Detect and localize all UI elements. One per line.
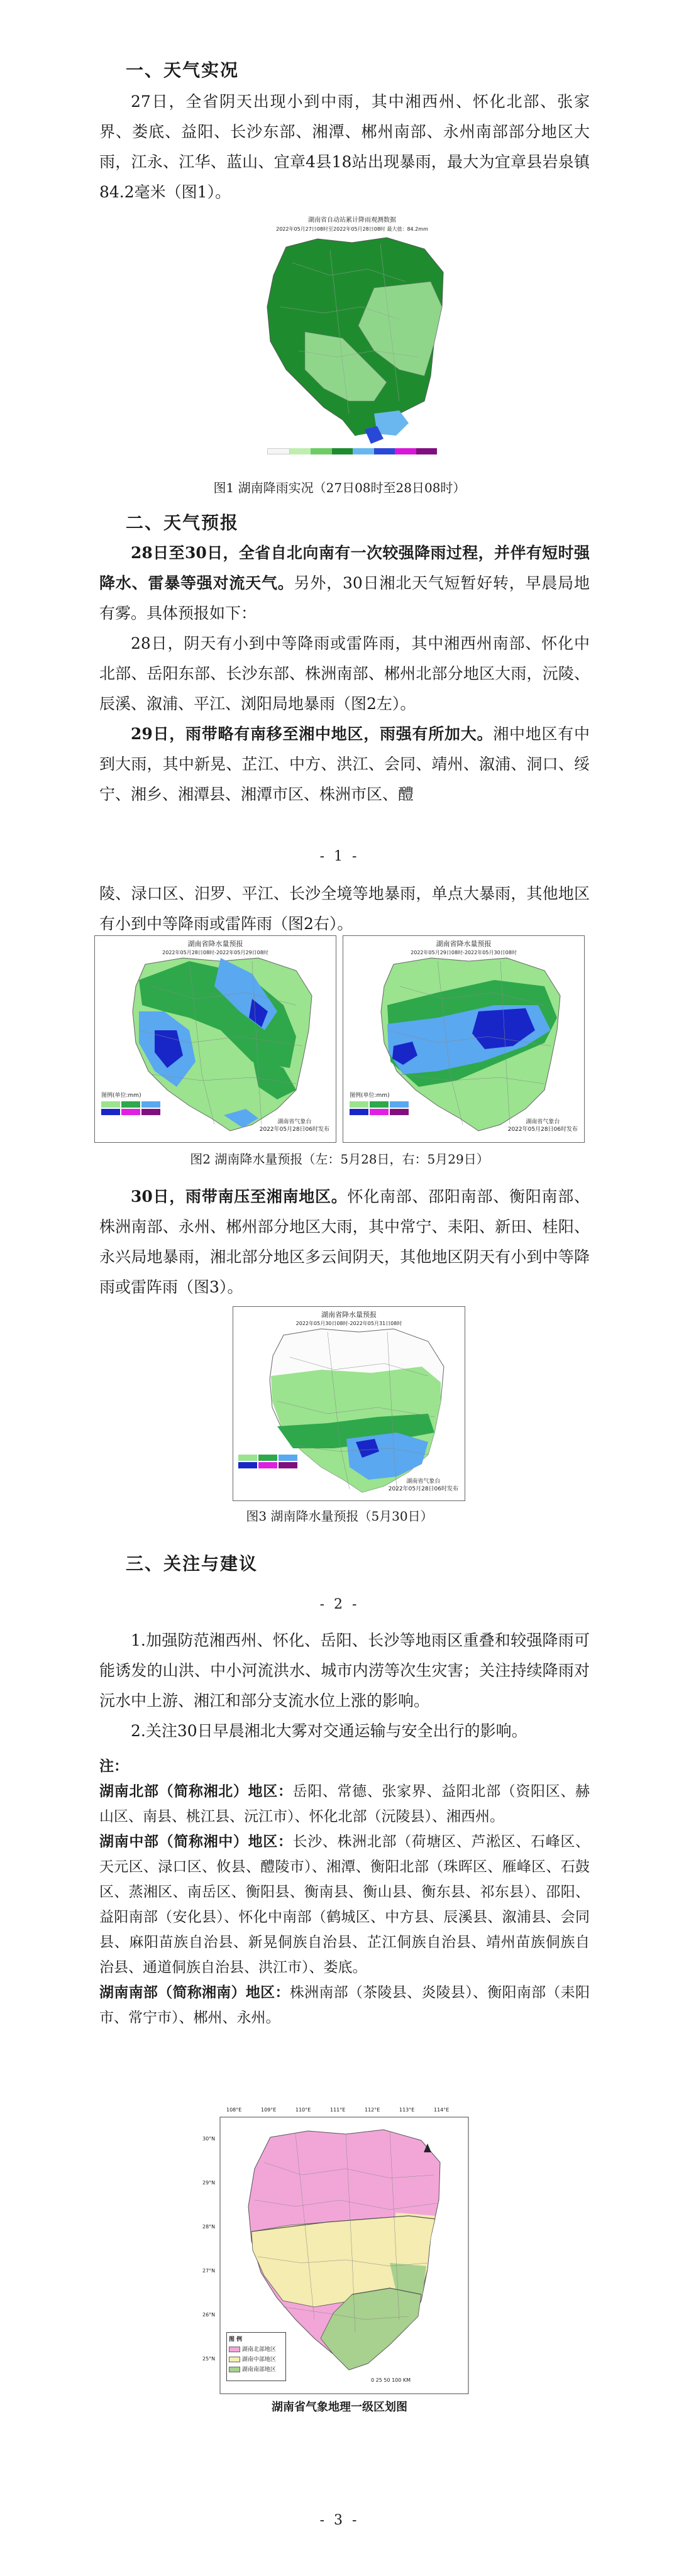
page-number-3: - 3 -: [319, 2513, 360, 2528]
section-heading-observation: 一、天气实况: [126, 60, 240, 80]
note-middle: 湖南中部（简称湘中）地区：长沙、株洲北部（荷塘区、芦淞区、石峰区、天元区、渌口区、攸县、醴陵市）、湘潭、衡阳北部（珠晖区、雁峰区、石鼓区、蒸湘区、南岳区、衡阳县、衡南县、衡山县、衡东县、祁东县）、邵阳、益阳南部（安化县）、怀化中南部（鹤城区、中方县、辰溪县、溆浦县、会同县、麻阳苗族自治县、新晃侗族自治县、芷江侗族自治县、靖州苗族侗族自治县、通道侗族自治县、洪江市）、娄底。: [99, 1833, 590, 1976]
figure1-color-legend: [267, 448, 437, 454]
figure4-caption: 湖南省气象地理一级区划图: [272, 2401, 407, 2414]
figure3-legend: [238, 1455, 307, 1468]
figure4-legend: 图 例 湖南北部地区 湖南中部地区 湖南南部地区: [226, 2332, 286, 2381]
forecast-paragraph-overview: [99, 538, 590, 629]
figure2-left-forecast-map: [94, 935, 336, 1143]
figure3-forecast-map: [233, 1306, 465, 1501]
figure2-right-legend: 图例(单位:mm): [350, 1092, 425, 1115]
figure3-title: 湖南省降水量预报: [321, 1311, 377, 1319]
suggestion-1: 1.加强防范湘西州、怀化、岳阳、长沙等地雨区重叠和较强降雨可能诱发的山洪、中小河流洪水、城市内涝等次生灾害；关注持续降雨对沅水中上游、湘江和部分支流水位上涨的影响。: [99, 1631, 590, 1710]
forecast-paragraph-29: [99, 719, 590, 810]
page-number-1: - 1 -: [319, 849, 360, 864]
figure3-caption: 图3 湖南降水量预报（5月30日）: [246, 1509, 433, 1524]
figure1-map-title: 湖南省自动站累计降雨观测数据: [308, 217, 396, 224]
figure1-caption: 图1 湖南降雨实况（27日08时至28日08时）: [213, 480, 466, 495]
note-north: 湖南北部（简称湘北）地区：岳阳、常德、张家界、益阳北部（资阳区、赫山区、南县、桃江县、沅江市）、怀化北部（沅陵县）、湘西州。: [99, 1783, 590, 1825]
page-number-2: - 2 -: [319, 1597, 360, 1612]
figure2-right-title: 湖南省降水量预报: [436, 940, 492, 948]
figure1-rain-observation-map: [242, 212, 462, 470]
forecast-paragraph-28: 28日，阴天有小到中等降雨或雷阵雨，其中湘西州南部、怀化中北部、岳阳东部、长沙东部、株洲南部、郴州北部分地区大雨，沅陵、辰溪、溆浦、平江、浏阳局地暴雨（图2左）。: [99, 634, 590, 713]
figure1-map-svg: [242, 212, 462, 470]
region-notes: [99, 1754, 590, 2030]
forecast-29-rest: 湘中地区有中到大雨，其中新晃、芷江、中方、洪江、会同、靖州、溆浦、洞口、绥宁、湘乡、湘潭县、湘潭市区、株洲市区、醴: [99, 725, 590, 803]
figure2-left-agency: 湖南省气象台 2022年05月28日06时发布: [259, 1119, 329, 1133]
observation-paragraph: 27日，全省阴天出现小到中雨，其中湘西州、怀化北部、张家界、娄底、益阳、长沙东部、湘潭、郴州南部、永州南部部分地区大雨，江永、江华、蓝山、宜章4县18站出现暴雨，最大为宜章县岩泉镇84.2毫米（图1）。: [99, 92, 590, 201]
section-heading-forecast: 二、天气预报: [126, 512, 240, 533]
forecast-overview-rest: 另外，30日湘北天气短暂好转，早晨局地有雾。具体预报如下：: [99, 574, 590, 622]
figure4-region-division-map: [201, 2106, 478, 2420]
forecast-paragraph-29-continued: 陵、渌口区、汨罗、平江、长沙全境等地暴雨，单点大暴雨，其他地区有小到中等降雨或雷阵雨（图2右）。: [99, 884, 590, 933]
forecast-30-bold: 30日，雨带南压至湘南地区。: [131, 1187, 348, 1206]
figure4-latitude-labels: 30°N 29°N 28°N 27°N 26°N 25°N: [202, 2136, 216, 2362]
figure2-left-legend: 图例(单位:mm): [101, 1092, 177, 1115]
section-heading-suggestions: 三、关注与建议: [126, 1553, 258, 1574]
note-south: 湖南南部（简称湘南）地区：株洲南部（茶陵县、炎陵县）、衡阳南部（耒阳市、常宁市）、郴州、永州。: [99, 1984, 590, 2026]
figure2-caption: 图2 湖南降水量预报（左：5月28日，右：5月29日）: [190, 1152, 489, 1167]
figure2-right-agency: 湖南省气象台 2022年05月28日06时发布: [507, 1119, 578, 1133]
figure2-right-forecast-map: [343, 935, 585, 1143]
figure4-scale-bar: 0 25 50 100 KM: [371, 2377, 411, 2383]
figure3-agency: 湖南省气象台 2022年05月28日06时发布: [388, 1478, 458, 1492]
figure1-map-subtitle: 2022年05月27日08时至2022年05月28日08时 最大值：84.2mm: [276, 226, 428, 232]
figure3-map-svg: [233, 1307, 466, 1502]
suggestion-2: 2.关注30日早晨湘北大雾对交通运输与安全出行的影响。: [131, 1722, 527, 1740]
figure2-left-subtitle: 2022年05月28日08时-2022年05月29日08时: [162, 950, 268, 955]
forecast-paragraph-30: [99, 1182, 590, 1302]
forecast-29-bold: 29日，雨带略有南移至湘中地区，雨强有所加大。: [131, 725, 494, 743]
figure2-right-subtitle: 2022年05月29日08时-2022年05月30日08时: [411, 950, 517, 955]
forecast-overview-bold: 28日至30日，全省自北向南有一次较强降雨过程，并伴有短时强降水、雷暴等强对流天气。: [99, 544, 590, 592]
forecast-30-rest: 怀化南部、邵阳南部、衡阳南部、株洲南部、永州、郴州部分地区大雨，其中常宁、耒阳、新田、桂阳、永兴局地暴雨，湘北部分地区多云间阴天，其他地区阴天有小到中等降雨或雷阵雨（图3）。: [99, 1187, 590, 1296]
figure3-subtitle: 2022年05月30日08时-2022年05月31日08时: [295, 1321, 402, 1326]
figure2-left-title: 湖南省降水量预报: [187, 940, 243, 948]
notes-label: 注：: [99, 1758, 128, 1775]
figure4-longitude-labels: 108°E 109°E 110°E 111°E 112°E 113°E 114°E: [226, 2107, 450, 2113]
